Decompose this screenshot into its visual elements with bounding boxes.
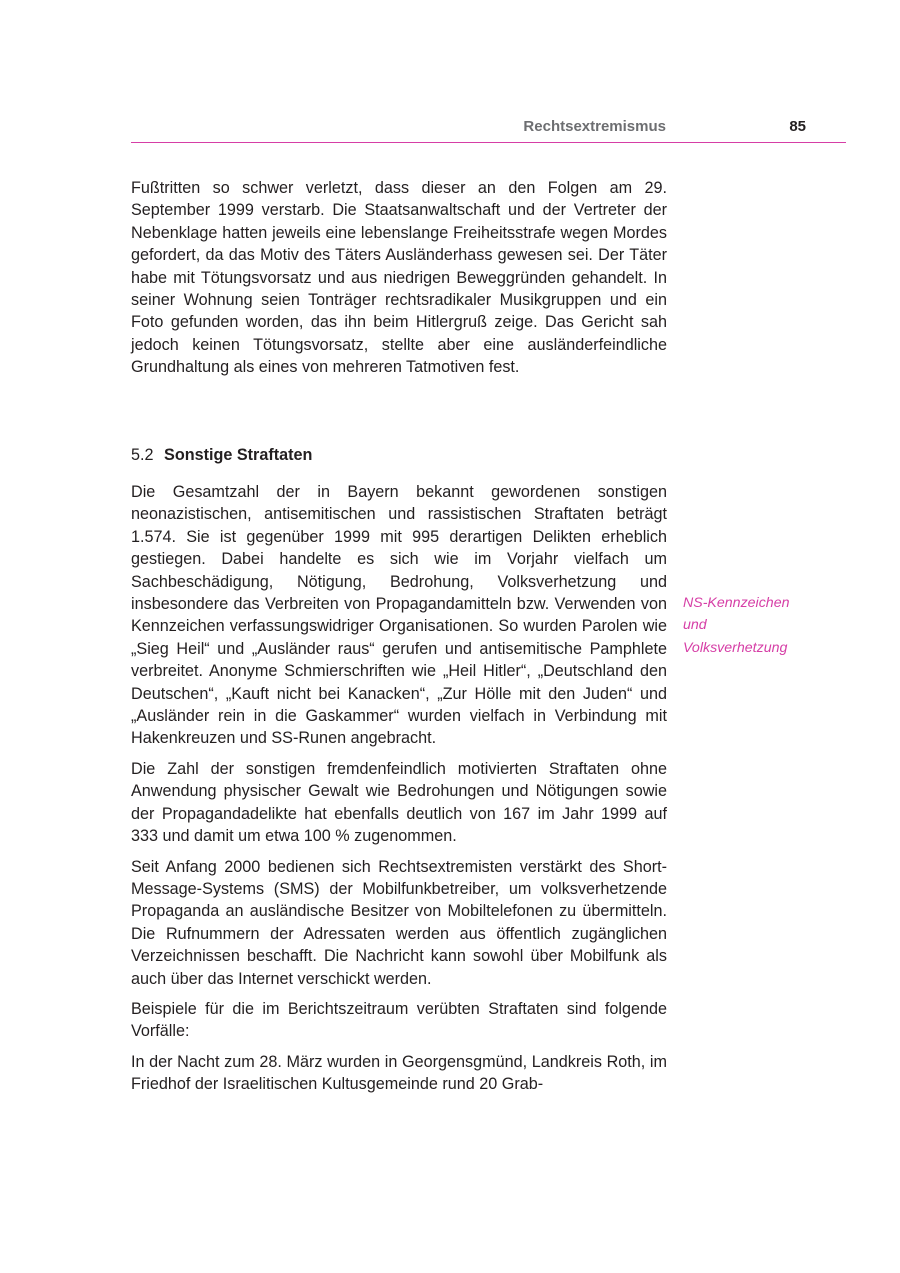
running-header-title: Rechtsextremismus [523, 118, 666, 135]
section-number: 5.2 [131, 446, 154, 464]
running-header [131, 116, 846, 143]
paragraph: Seit Anfang 2000 bedienen sich Rechtsextremisten verstärkt des Short-Message-Systems (SMS) der Mobilfunkbetreiber, um volksverhetzende Propaganda an ausländische Besitzer von Mobiltelefonen zu übermitteln. Die Rufnummern der Adressaten werden aus öffentlich zugänglichen Verzeichnissen beschafft. Die Nachricht kann sowohl über Mobilfunk als auch über das Internet verschickt werden. [131, 857, 667, 988]
paragraph: Die Zahl der sonstigen fremdenfeindlich motivierten Straftaten ohne Anwendung physischer Gewalt wie Bedrohungen und Nötigungen sowie der Propagandadelikte hat ebenfalls deutlich von 167 im Jahr 1999 auf 333 und damit um etwa 100 % zugenommen. [131, 759, 667, 846]
paragraph: Beispiele für die im Berichtszeitraum verübten Straftaten sind folgende Vorfälle: [131, 999, 667, 1041]
section-title: Sonstige Straftaten [164, 446, 313, 464]
margin-note: NS-Kennzeichen und Volksverhetzung [683, 595, 790, 656]
intro-paragraph: Fußtritten so schwer verletzt, dass dieser an den Folgen am 29. September 1999 verstarb. Die Staatsanwaltschaft und der Vertreter der Nebenklage hatten jeweils eine lebenslange Freiheitsstrafe wegen Mordes gefordert, da das Motiv des Täters Ausländerhass gewesen sei. Der Täter habe mit Tötungsvorsatz und aus niedrigen Beweggründen gehandelt. In seiner Wohnung seien Tonträger rechtsradikaler Musikgruppen und ein Foto gefunden worden, das ihn beim Hitlergruß zeige. Das Gericht sah jedoch keinen Tötungsvorsatz, stellte aber eine ausländerfeindliche Grundhaltung als eines von mehreren Tatmotiven fest. [131, 179, 667, 377]
intro-text-block [131, 177, 667, 387]
page-number: 85 [789, 118, 806, 135]
section-body [131, 481, 667, 1104]
section-heading [131, 444, 312, 466]
paragraph: In der Nacht zum 28. März wurden in Georgensgmünd, Landkreis Roth, im Friedhof der Israelitischen Kultusgemeinde rund 20 Grab- [131, 1052, 667, 1094]
paragraph: Die Gesamtzahl der in Bayern bekannt gewordenen sonstigen neonazistischen, antisemitischen und rassistischen Straftaten beträgt 1.574. Sie ist gegenüber 1999 mit 995 derartigen Delikten erheblich gestiegen. Dabei handelte es sich wie im Vorjahr vielfach um Sachbeschädigung, Nötigung, Bedrohung, Volksverhetzung und insbesondere das Verbreiten von Propagandamitteln bzw. Verwenden von Kennzeichen verfassungswidriger Organisationen. So wurden Parolen wie „Sieg Heil“ und „Ausländer raus“ gerufen und antisemitische Pamphlete verbreitet. Anonyme Schmierschriften wie „Heil Hitler“, „Deutschland den Deutschen“, „Kauft nicht bei Kanacken“, „Zur Hölle mit den Juden“ und „Ausländer rein in die Gaskammer“ wurden vielfach in Verbindung mit Hakenkreuzen und SS-Runen angebracht. [131, 483, 667, 748]
